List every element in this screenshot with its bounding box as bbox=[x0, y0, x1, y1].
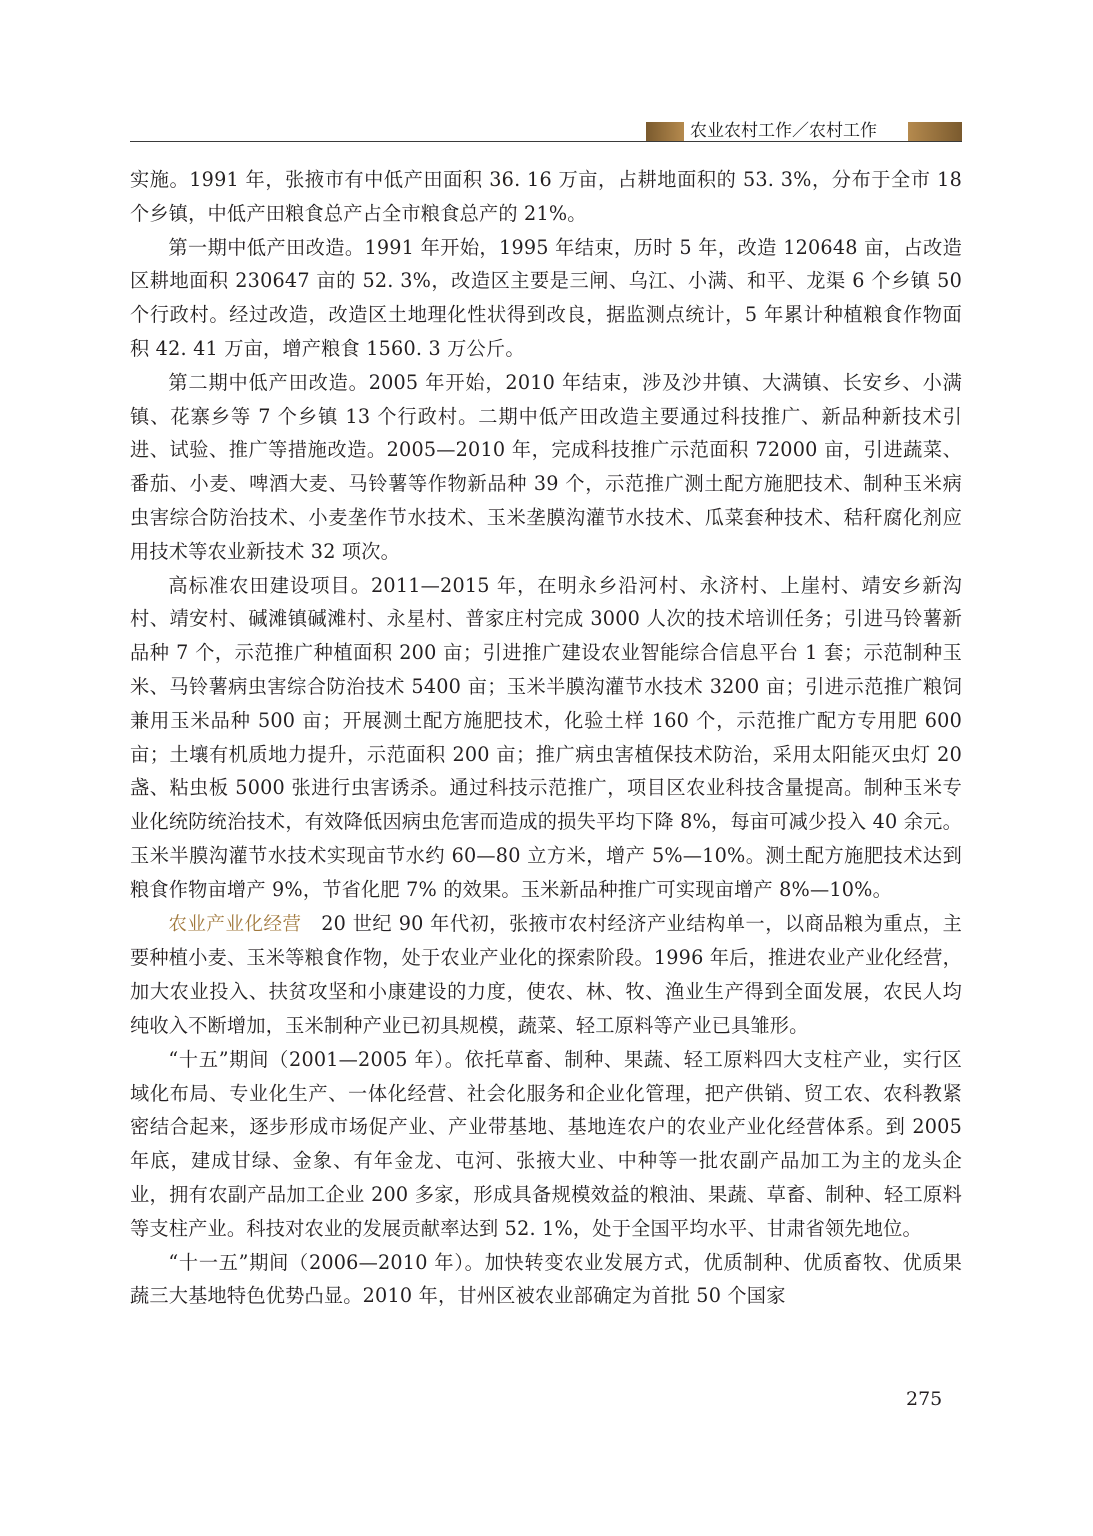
paragraph-text: “十一五”期间（2006—2010 年）。加快转变农业发展方式，优质制种、优质畜牧、优质果蔬三大基地特色优势凸显。2010 年，甘州区被农业部确定为首批 50 个国家 bbox=[130, 1250, 962, 1308]
running-header bbox=[130, 120, 962, 142]
paragraph-text: “十五”期间（2001—2005 年）。依托草畜、制种、果蔬、轻工原料四大支柱产业，实行区域化布局、专业化生产、一体化经营、社会化服务和企业化管理，把产供销、贸工农、农科教紧密结合起来，逐步形成市场促产业、产业带基地、基地连农户的农业产业化经营体系。到 2005 年底，建成甘绿、金象、有年金龙、屯河、张掖大业、中种等一批农副产品加工为主的龙头企业，拥有农副产品加工企业 200 多家，形成具备规模效益的粮油、果蔬、草畜、制种、轻工原料等支柱产业。科技对农业的发展贡献率达到 52. 1%，处于全国平均水平、甘肃省领先地位。 bbox=[130, 1047, 962, 1240]
page-number: 275 bbox=[906, 1388, 943, 1410]
header-rule bbox=[130, 141, 962, 142]
section-title: 农业农村工作／农村工作 bbox=[690, 121, 877, 141]
paragraph-4 bbox=[130, 569, 962, 907]
paragraph-1 bbox=[130, 163, 962, 231]
header-decor-bar-right bbox=[908, 122, 962, 141]
header-decor-bar-left bbox=[646, 122, 684, 141]
section-heading: 农业产业化经营 bbox=[168, 913, 302, 935]
paragraph-5 bbox=[130, 907, 962, 1043]
paragraph-6 bbox=[130, 1043, 962, 1246]
paragraph-text: 高标准农田建设项目。2011—2015 年，在明永乡沿河村、永济村、上崖村、靖安乡新沟村、靖安村、碱滩镇碱滩村、永星村、普家庄村完成 3000 人次的技术培训任务；引进马铃薯新品种 7 个，示范推广种植面积 200 亩；引进推广建设农业智能综合信息平台 1 套；示范制种玉米、马铃薯病虫害综合防治技术 5400 亩；玉米半膜沟灌节水技术 3200 亩；引进示范推广粮饲兼用玉米品种 500 亩；开展测土配方施肥技术，化验土样 160 个，示范推广配方专用肥 600 亩；土壤有机质地力提升，示范面积 200 亩；推广病虫害植保技术防治，采用太阳能灭虫灯 20 盏、粘虫板 5000 张进行虫害诱杀。通过科技示范推广，项目区农业科技含量提高。制种玉米专业化统防统治技术，有效降低因病虫危害而造成的损失平均下降 8%，每亩可减少投入 40 余元。玉米半膜沟灌节水技术实现亩节水约 60—80 立方米，增产 5%—10%。测土配方施肥技术达到粮食作物亩增产 9%，节省化肥 7% 的效果。玉米新品种推广可实现亩增产 8%—10%。 bbox=[130, 573, 962, 901]
paragraph-3 bbox=[130, 366, 962, 569]
paragraph-text: 实施。1991 年，张掖市有中低产田面积 36. 16 万亩，占耕地面积的 53. 3%，分布于全市 18 个乡镇，中低产田粮食总产占全市粮食总产的 21%。 bbox=[130, 168, 962, 225]
paragraph-7 bbox=[130, 1246, 962, 1314]
paragraph-2 bbox=[130, 231, 962, 366]
paragraph-text: 第一期中低产田改造。1991 年开始，1995 年结束，历时 5 年，改造 120648 亩，占改造区耕地面积 230647 亩的 52. 3%，改造区主要是三闸、乌江、小满、和平、龙渠 6 个乡镇 50 个行政村。经过改造，改造区土地理化性状得到改良，据监测点统计，5 年累计种植粮食作物面积 42. 41 万亩，增产粮食 1560. 3 万公斤。 bbox=[130, 235, 962, 360]
body-text bbox=[130, 163, 962, 1313]
paragraph-text: 第二期中低产田改造。2005 年开始，2010 年结束，涉及沙井镇、大满镇、长安乡、小满镇、花寨乡等 7 个乡镇 13 个行政村。二期中低产田改造主要通过科技推广、新品种新技术引进、试验、推广等措施改造。2005—2010 年，完成科技推广示范面积 72000 亩，引进蔬菜、番茄、小麦、啤酒大麦、马铃薯等作物新品种 39 个，示范推广测土配方施肥技术、制种玉米病虫害综合防治技术、小麦垄作节水技术、玉米垄膜沟灌节水技术、瓜菜套种技术、秸秆腐化剂应用技术等农业新技术 32 项次。 bbox=[130, 370, 962, 563]
paragraph-text: 20 世纪 90 年代初，张掖市农村经济产业结构单一，以商品粮为重点，主要种植小麦、玉米等粮食作物，处于农业产业化的探索阶段。1996 年后，推进农业产业化经营，加大农业投入、扶贫攻坚和小康建设的力度，使农、林、牧、渔业生产得到全面发展，农民人均纯收入不断增加，玉米制种产业已初具规模，蔬菜、轻工原料等产业已具雏形。 bbox=[130, 911, 962, 1037]
